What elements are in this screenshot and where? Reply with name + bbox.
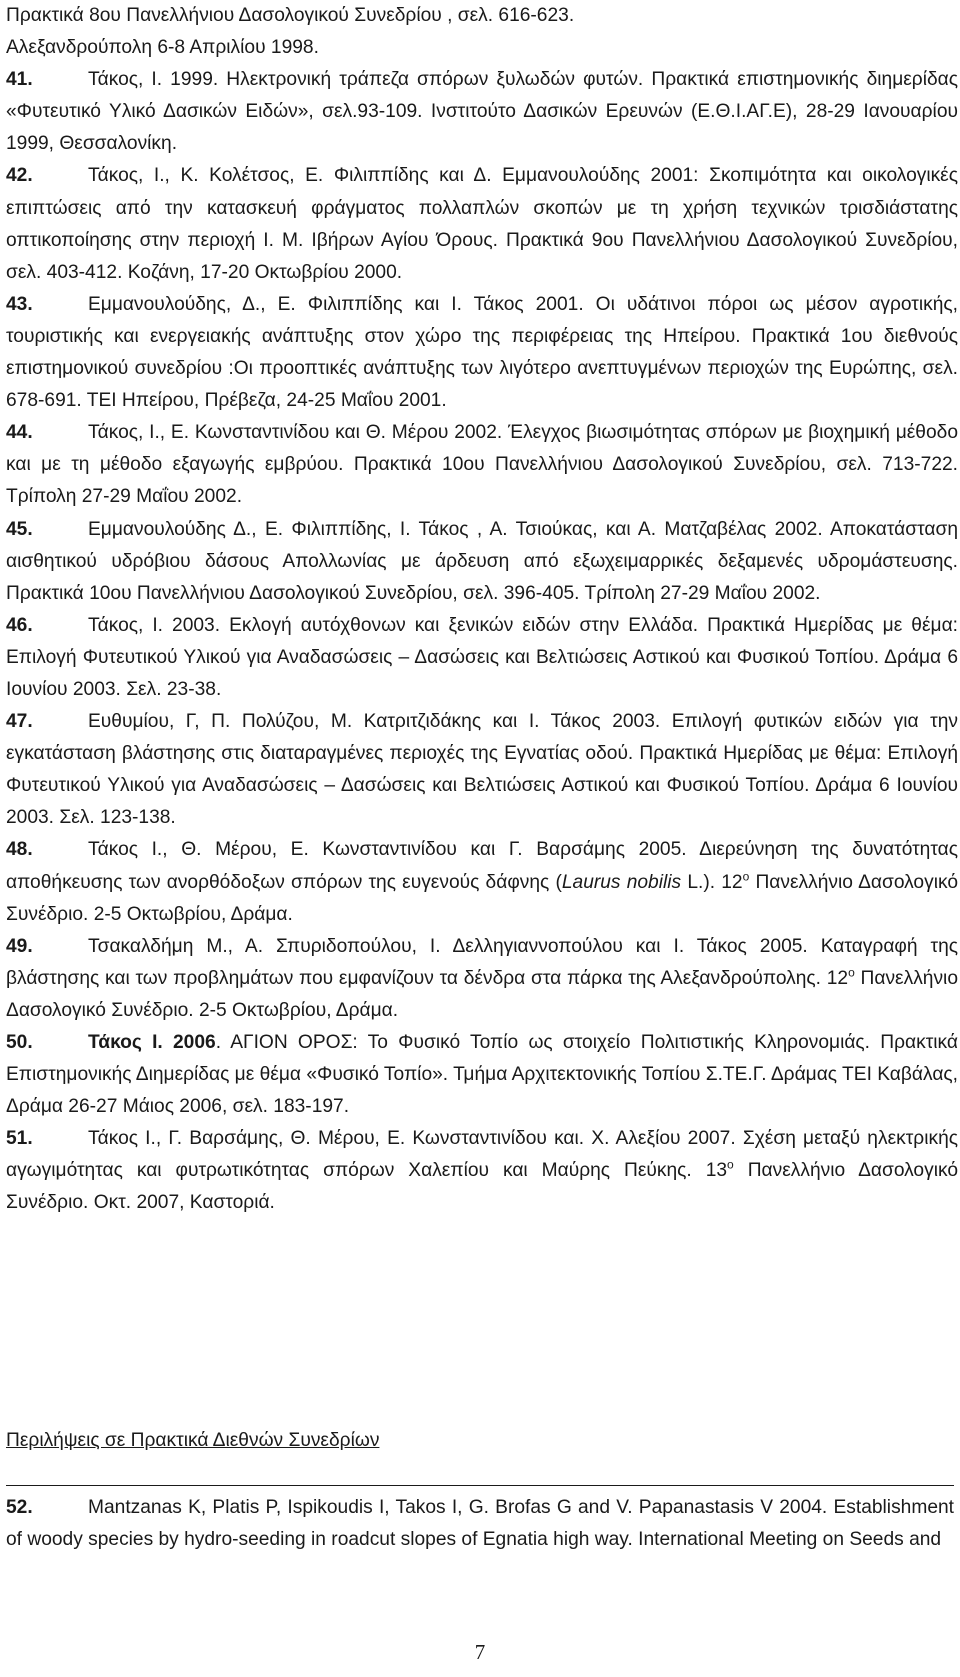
reference-number: 41. (6, 69, 33, 91)
reference-number: 48. (6, 839, 33, 861)
reference-number: 44. (6, 422, 33, 444)
reference-text: Εμμανουλούδης, Δ., Ε. Φιλιππίδης και Ι. Τάκος 2001. Οι υδάτινοι πόροι ως μέσον αγροτικής, τουριστικής και ενεργειακής ανάπτυξης στον χώρο της περιφέρειας της Ηπείρου. Πρακτικά 1ου διεθνούς επιστημονικού συνεδρίου :Οι προοπτικές ανάπτυξης των λιγότερο ανεπτυγμένων περιοχών της Ευρώπης, σελ. 678-691. ΤΕΙ Ηπείρου, Πρέβεζα, 24-25 Μαΐου 2001. (6, 293, 958, 412)
reference-item (6, 834, 958, 930)
reference-text: Εμμανουλούδης Δ., Ε. Φιλιππίδης, Ι. Τάκος , Α. Τσιούκας, και Α. Ματζαβέλας 2002. Αποκατάσταση αισθητικού υδρόβιου δάσους Απολλωνίας με άρδευση από εξωχειμαρρικές δεξαμενές υδρομάστευσης. Πρακτικά 10ου Πανελλήνιου Δασολογικού Συνεδρίου, σελ. 396-405. Τρίπολη 27-29 Μαΐου 2002. (6, 518, 958, 604)
reference-item (6, 1123, 958, 1219)
reference-item (6, 514, 958, 610)
continuation-line-1: Πρακτικά 8ου Πανελλήνιου Δασολογικού Συνεδρίου , σελ. 616-623. (6, 5, 575, 26)
reference-text: Τάκος, Ι. 1999. Ηλεκτρονική τράπεζα σπόρων ξυλωδών φυτών. Πρακτικά επιστημονικής διημερίδας «Φυτευτικό Υλικό Δασικών Ειδών», σελ.93-109. Ινστιτούτο Δασικών Ερευνών (Ε.Θ.Ι.ΑΓ.Ε), 28-29 Ιανουαρίου 1999, Θεσσαλονίκη. (6, 69, 958, 155)
reference-text-post: Πανελλήνιο Δασολογικό Συνέδριο. 2-5 Οκτωβρίου, Δράμα. (6, 871, 958, 925)
reference-text-pre: Τάκος Ι., Θ. Μέρου, Ε. Κωνσταντινίδου και Γ. Βαρσάμης 2005. Διερεύνηση της δυνατότητας αποθήκευσης των ανορθόδοξων σπόρων της ευγενούς δάφνης ( (6, 839, 958, 893)
reference-text: Τάκος, Ι. 2003. Εκλογή αυτόχθονων και ξενικών ειδών στην Ελλάδα. Πρακτικά Ημερίδας με θέμα: Επιλογή Φυτευτικού Υλικού για Αναδασώσεις – Δασώσεις και Βελτιώσεις Αστικού και Φυσικού Τοπίου. Δράμα 6 Ιουνίου 2003. Σελ. 23-38. (6, 614, 958, 700)
section-heading: Περιλήψεις σε Πρακτικά Διεθνών Συνεδρίων (6, 1430, 380, 1451)
reference-number: 47. (6, 711, 33, 733)
reference-text: Τάκος, Ι., Ε. Κωνσταντινίδου και Θ. Μέρου 2002. Έλεγχος βιωσιμότητας σπόρων με βιοχημική μέθοδο και με τη μέθοδο εξαγωγής εμβρύου. Πρακτικά 10ου Πανελλήνιου Δασολογικού Συνεδρίου, σελ. 713-722. Τρίπολη 27-29 Μαΐου 2002. (6, 422, 958, 508)
species-name: Laurus nobilis (561, 871, 682, 893)
reference-item (6, 1492, 954, 1556)
reference-item (6, 706, 958, 834)
reference-number: 52. (6, 1497, 33, 1518)
reference-item (6, 417, 958, 513)
reference-text-pre: Τάκος Ι., Γ. Βαρσάμης, Θ. Μέρου, Ε. Κωνσταντινίδου και. Χ. Αλεξίου 2007. Σχέση μεταξύ ηλεκτρικής αγωγιμότητας και φυτρωτικότητας σπόρων Χαλεπίου και Μαύρης Πεύκης. 13 (6, 1128, 958, 1182)
continuation-line-2: Αλεξανδρούπολη 6-8 Απριλίου 1998. (6, 37, 319, 59)
ordinal-superscript: ο (848, 965, 855, 980)
reference-number: 51. (6, 1128, 33, 1150)
reference-text: Mantzanas K, Platis P, Ispikoudis I, Takos I, G. Brofas G and V. Papanastasis V 2004. Establishment of woody species by hydro-seeding in roadcut slopes of Egnatia high way. International Meeting on Seeds and (6, 1497, 954, 1551)
reference-list (6, 0, 958, 1220)
reference-continuation (6, 0, 958, 64)
reference-number: 49. (6, 935, 33, 957)
section-divider (6, 1485, 954, 1486)
reference-text: Τάκος, Ι., Κ. Κολέτσος, Ε. Φιλιππίδης και Δ. Εμμανουλούδης 2001: Σκοπιμότητα και οικολογικές επιπτώσεις από την κατασκευή φράγματος πολλαπλών σκοπών με τη χρήση τεχνικών τρισδιάστατης οπτικοποίησης στην περιοχή Ι. Μ. Ιβήρων Αγίου Όρους. Πρακτικά 9ου Πανελλήνιου Δασολογικού Συνεδρίου, σελ. 403-412. Κοζάνη, 17-20 Οκτωβρίου 2000. (6, 165, 958, 283)
international-reference-list (6, 1492, 954, 1556)
reference-number: 42. (6, 165, 33, 187)
ordinal-superscript: ο (742, 869, 750, 884)
reference-item (6, 931, 958, 1027)
reference-number: 50. (6, 1032, 33, 1053)
reference-text: Ευθυμίου, Γ, Π. Πολύζου, Μ. Κατριτζιδάκης και Ι. Τάκος 2003. Επιλογή φυτικών ειδών για την εγκατάσταση βλάστησης στις διαταραγμένες περιοχές της Εγνατίας οδού. Πρακτικά Ημερίδας με θέμα: Επιλογή Φυτευτικού Υλικού για Αναδασώσεις – Δασώσεις και Βελτιώσεις Αστικού και Φυσικού Τοπίου. Δράμα 6 Ιουνίου 2003. Σελ. 123-138. (6, 711, 958, 829)
reference-text-post: Πανελλήνιο Δασολογικό Συνέδριο. 2-5 Οκτωβρίου, Δράμα. (6, 967, 958, 1021)
reference-item (6, 160, 958, 288)
reference-number: 46. (6, 614, 33, 636)
reference-text-mid: L.). 12 (681, 871, 743, 893)
reference-text: . ΑΓΙΟΝ ΟΡΟΣ: Το Φυσικό Τοπίο ως στοιχείο Πολιτιστικής Κληρονομιάς. Πρακτικά Επιστημονικής Διημερίδας με θέμα «Φυσικό Τοπίο». Τμήμα Αρχιτεκτονικής Τοπίου Σ.ΤΕ.Γ. Δράμας ΤΕΙ Καβάλας, Δράμα 26-27 Μάιος 2006, σελ. 183-197. (6, 1032, 958, 1118)
ordinal-superscript: ο (727, 1157, 734, 1172)
reference-text-post: Πανελλήνιο Δασολογικό Συνέδριο. Οκτ. 2007, Καστοριά. (6, 1160, 958, 1214)
reference-item (6, 1027, 958, 1123)
reference-item (6, 64, 958, 160)
reference-bold-author: Τάκος Ι. 2006 (88, 1032, 216, 1053)
reference-number: 45. (6, 518, 33, 540)
reference-text-pre: Τσακαλδήμη Μ., Α. Σπυριδοπούλου, Ι. Δελληγιαννοπούλου και Ι. Τάκος 2005. Καταγραφή της βλάστησης και των προβλημάτων που εμφανίζουν τα δένδρα στα πάρκα της Αλεξανδρούπολης. 12 (6, 935, 958, 989)
reference-item (6, 289, 958, 417)
page-number: 7 (474, 1640, 486, 1664)
reference-item (6, 610, 958, 706)
reference-number: 43. (6, 293, 33, 315)
